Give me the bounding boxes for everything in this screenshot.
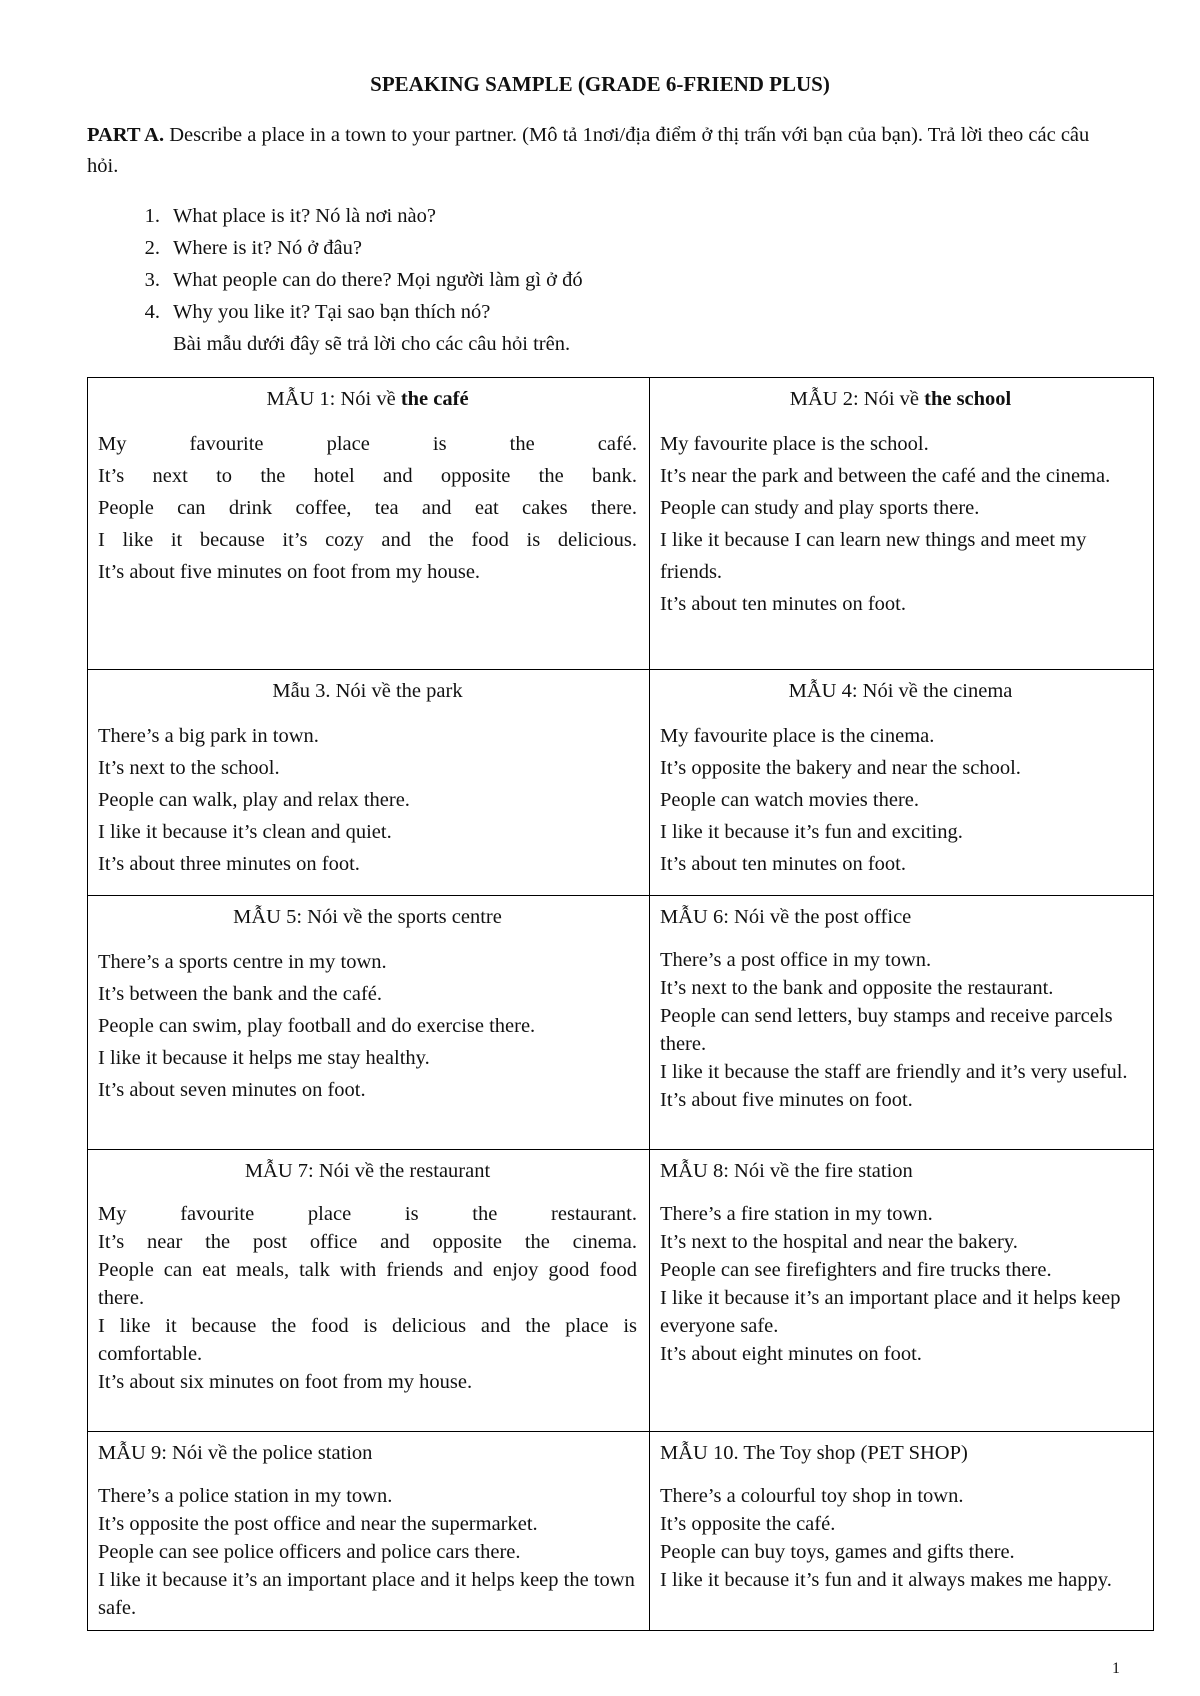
sample-heading: MẪU 9: Nói về the police station bbox=[98, 1442, 373, 1464]
question-text: Why you like it? Tại sao bạn thích nó? bbox=[173, 301, 491, 323]
table-row bbox=[88, 896, 1154, 1150]
sample-line: There’s a fire station in my town. bbox=[660, 1203, 933, 1225]
sample-line: It’s about five minutes on foot. bbox=[660, 1089, 913, 1111]
page-number: 1 bbox=[1112, 1660, 1120, 1677]
sample-cell-3 bbox=[88, 670, 650, 896]
sample-line: I like it because the food is delicious and the place is comfortable. bbox=[98, 1315, 637, 1365]
sample-line: There’s a big park in town. bbox=[98, 725, 319, 747]
sample-line: It’s next to the hotel and opposite the bank. bbox=[98, 465, 637, 487]
sample-cell-10 bbox=[650, 1432, 1154, 1631]
sample-line: My favourite place is the café. bbox=[98, 433, 637, 455]
sample-line: I like it because it’s fun and exciting. bbox=[660, 821, 963, 843]
sample-line: People can study and play sports there. bbox=[660, 497, 980, 519]
sample-cell-4 bbox=[650, 670, 1154, 896]
sample-cell-6 bbox=[650, 896, 1154, 1150]
sample-line: I like it because it’s fun and it always makes me happy. bbox=[660, 1569, 1112, 1591]
sample-line: I like it because the staff are friendly and it’s very useful. bbox=[660, 1061, 1128, 1083]
sample-line: I like it because it’s an important place and it helps keep the town safe. bbox=[98, 1569, 635, 1619]
sample-line: There’s a police station in my town. bbox=[98, 1485, 393, 1507]
sample-heading: Mẫu 3. Nói về the park bbox=[272, 680, 463, 702]
sample-line: It’s near the park and between the café and the cinema. bbox=[660, 465, 1111, 487]
question-text: What place is it? Nó là nơi nào? bbox=[173, 205, 437, 227]
sample-line: It’s about three minutes on foot. bbox=[98, 853, 360, 875]
question-text: Where is it? Nó ở đâu? bbox=[173, 237, 363, 259]
sample-line: It’s near the post office and opposite the cinema. bbox=[98, 1231, 637, 1253]
sample-line: People can walk, play and relax there. bbox=[98, 789, 410, 811]
sample-line: There’s a post office in my town. bbox=[660, 949, 932, 971]
sample-heading: MẪU 1: Nói về the café bbox=[266, 388, 469, 410]
sample-note: Bài mẫu dưới đây sẽ trả lời cho các câu hỏi trên. bbox=[173, 333, 571, 355]
sample-line: My favourite place is the restaurant. bbox=[98, 1203, 637, 1225]
list-item bbox=[87, 232, 583, 264]
sample-cell-1 bbox=[88, 378, 650, 670]
sample-line: It’s about ten minutes on foot. bbox=[660, 593, 906, 615]
sample-line: My favourite place is the cinema. bbox=[660, 725, 935, 747]
page-title: SPEAKING SAMPLE (GRADE 6-FRIEND PLUS) bbox=[370, 72, 830, 96]
sample-line: It’s about five minutes on foot from my house. bbox=[98, 561, 481, 583]
sample-line: It’s about ten minutes on foot. bbox=[660, 853, 906, 875]
sample-line: I like it because I can learn new things and meet my friends. bbox=[660, 529, 1087, 583]
sample-heading: MẪU 8: Nói về the fire station bbox=[660, 1160, 913, 1182]
table-row bbox=[88, 378, 1154, 670]
sample-line: It’s between the bank and the café. bbox=[98, 983, 383, 1005]
sample-line: People can watch movies there. bbox=[660, 789, 920, 811]
sample-line: People can eat meals, talk with friends and enjoy good food there. bbox=[98, 1259, 637, 1309]
sample-line: It’s next to the school. bbox=[98, 757, 280, 779]
table-row bbox=[88, 670, 1154, 896]
sample-line: I like it because it’s clean and quiet. bbox=[98, 821, 392, 843]
sample-cell-8 bbox=[650, 1150, 1154, 1432]
sample-heading: MẪU 4: Nói về the cinema bbox=[788, 680, 1013, 702]
sample-line: People can send letters, buy stamps and receive parcels there. bbox=[660, 1005, 1113, 1055]
sample-line: It’s about eight minutes on foot. bbox=[660, 1343, 922, 1365]
question-number: 3. bbox=[144, 269, 160, 291]
sample-line: People can swim, play football and do exercise there. bbox=[98, 1015, 536, 1037]
sample-line: People can see police officers and police cars there. bbox=[98, 1541, 521, 1563]
sample-cell-2 bbox=[650, 378, 1154, 670]
question-text: What people can do there? Mọi người làm gì ở đó bbox=[173, 269, 583, 291]
sample-heading: MẪU 10. The Toy shop (PET SHOP) bbox=[660, 1442, 968, 1464]
samples-table bbox=[87, 377, 1154, 1631]
question-number: 2. bbox=[144, 237, 160, 259]
sample-line: It’s opposite the bakery and near the school. bbox=[660, 757, 1021, 779]
list-item bbox=[87, 200, 583, 232]
sample-line: It’s opposite the café. bbox=[660, 1513, 836, 1535]
sample-heading: MẪU 7: Nói về the restaurant bbox=[244, 1160, 491, 1182]
sample-heading: MẪU 6: Nói về the post office bbox=[660, 906, 912, 928]
sample-line: People can see firefighters and fire trucks there. bbox=[660, 1259, 1052, 1281]
table-row bbox=[88, 1432, 1154, 1631]
sample-line: People can buy toys, games and gifts there. bbox=[660, 1541, 1015, 1563]
sample-line: I like it because it’s an important place and it helps keep everyone safe. bbox=[660, 1287, 1121, 1337]
sample-cell-5 bbox=[88, 896, 650, 1150]
sample-cell-7 bbox=[88, 1150, 650, 1432]
question-number: 1. bbox=[144, 205, 160, 227]
sample-line: My favourite place is the school. bbox=[660, 433, 929, 455]
sample-line: People can drink coffee, tea and eat cakes there. bbox=[98, 497, 637, 519]
sample-line: There’s a colourful toy shop in town. bbox=[660, 1485, 964, 1507]
sample-line: I like it because it’s cozy and the food is delicious. bbox=[98, 529, 637, 551]
sample-line: It’s about seven minutes on foot. bbox=[98, 1079, 366, 1101]
table-row bbox=[88, 1150, 1154, 1432]
sample-line: There’s a sports centre in my town. bbox=[98, 951, 387, 973]
question-list bbox=[87, 200, 583, 360]
question-number: 4. bbox=[144, 301, 160, 323]
sample-heading: MẪU 2: Nói về the school bbox=[789, 388, 1012, 410]
part-a-instruction bbox=[87, 120, 1119, 182]
sample-line: It’s next to the bank and opposite the restaurant. bbox=[660, 977, 1054, 999]
list-item bbox=[87, 296, 583, 328]
sample-line: It’s next to the hospital and near the bakery. bbox=[660, 1231, 1018, 1253]
sample-cell-9 bbox=[88, 1432, 650, 1631]
part-a-label: PART A. bbox=[87, 124, 165, 146]
list-item bbox=[87, 264, 583, 296]
sample-heading: MẪU 5: Nói về the sports centre bbox=[233, 906, 502, 928]
sample-line: I like it because it helps me stay healthy. bbox=[98, 1047, 430, 1069]
sample-line: It’s opposite the post office and near the supermarket. bbox=[98, 1513, 538, 1535]
part-a-text: Describe a place in a town to your partner. (Mô tả 1nơi/địa điểm ở thị trấn với bạn của bạn). Trả lời theo các câu hỏi. bbox=[87, 124, 1090, 177]
sample-line: It’s about six minutes on foot from my house. bbox=[98, 1371, 473, 1393]
